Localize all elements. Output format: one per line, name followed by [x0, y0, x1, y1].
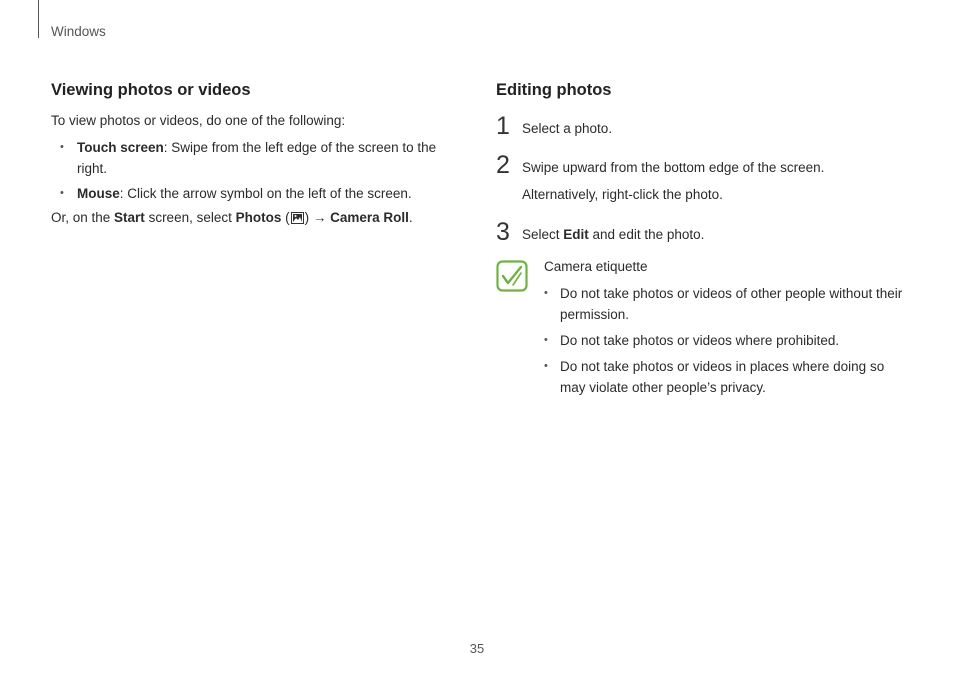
- bullet-dot: •: [544, 360, 548, 372]
- note-box: [496, 257, 906, 398]
- photos-icon: [291, 212, 304, 224]
- note-item-text: Do not take photos or videos where prohibited.: [560, 333, 840, 348]
- note-item-text: Do not take photos or videos in places where doing so may violate other people’s privacy.: [560, 359, 885, 395]
- header-rule: [38, 0, 39, 38]
- options-list: [51, 137, 451, 204]
- header-title: Windows: [51, 24, 106, 39]
- option-text: : Click the arrow symbol on the left of the screen.: [119, 186, 412, 201]
- option-text: : Swipe from the left edge of the screen to the right.: [77, 140, 437, 176]
- section-heading: Editing photos: [496, 81, 612, 99]
- step-suffix: and edit the photo.: [588, 227, 705, 242]
- outro-close-paren: ): [304, 210, 310, 225]
- step-2: [496, 151, 906, 205]
- intro-text: To view photos or videos, do one of the following:: [51, 113, 346, 128]
- option-label: Mouse: [77, 186, 120, 201]
- step-alt-text: Alternatively, right-click the photo.: [522, 187, 723, 202]
- step-number: 2: [496, 151, 510, 179]
- outro-prefix: Or, on the: [51, 210, 115, 225]
- list-item: [51, 183, 451, 204]
- option-label: Touch screen: [77, 140, 164, 155]
- step-number: 3: [496, 218, 510, 246]
- list-item: [544, 283, 906, 325]
- list-item: [51, 137, 451, 179]
- step-3: [496, 218, 906, 246]
- start-label: Start: [114, 210, 145, 225]
- outro-open-paren: (: [281, 210, 290, 225]
- photos-label: Photos: [235, 210, 282, 225]
- bullet-dot: •: [544, 334, 548, 346]
- arrow-symbol: →: [309, 210, 331, 225]
- outro-text: [51, 208, 451, 228]
- page-number: 35: [469, 641, 485, 656]
- list-item: [544, 330, 906, 351]
- step-text: [522, 225, 906, 245]
- section-editing: [496, 78, 906, 403]
- bullet-dot: •: [60, 187, 64, 199]
- outro-end: .: [408, 210, 413, 225]
- step-1: [496, 112, 906, 140]
- outro-mid: screen, select: [144, 210, 236, 225]
- list-item: [544, 356, 906, 398]
- step-text: Select a photo.: [522, 121, 613, 136]
- note-list: [544, 283, 906, 398]
- section-heading: Viewing photos or videos: [51, 81, 251, 99]
- bullet-dot: •: [60, 141, 64, 153]
- step-prefix: Select: [522, 227, 564, 242]
- note-item-text: Do not take photos or videos of other people without their permission.: [560, 286, 903, 322]
- step-text: Swipe upward from the bottom edge of the screen.: [522, 160, 825, 175]
- note-check-icon: [496, 260, 528, 292]
- step-number: 1: [496, 112, 510, 140]
- note-title: Camera etiquette: [544, 259, 648, 274]
- edit-label: Edit: [563, 227, 589, 242]
- camera-roll-label: Camera Roll: [330, 210, 409, 225]
- section-viewing: [51, 78, 451, 228]
- bullet-dot: •: [544, 287, 548, 299]
